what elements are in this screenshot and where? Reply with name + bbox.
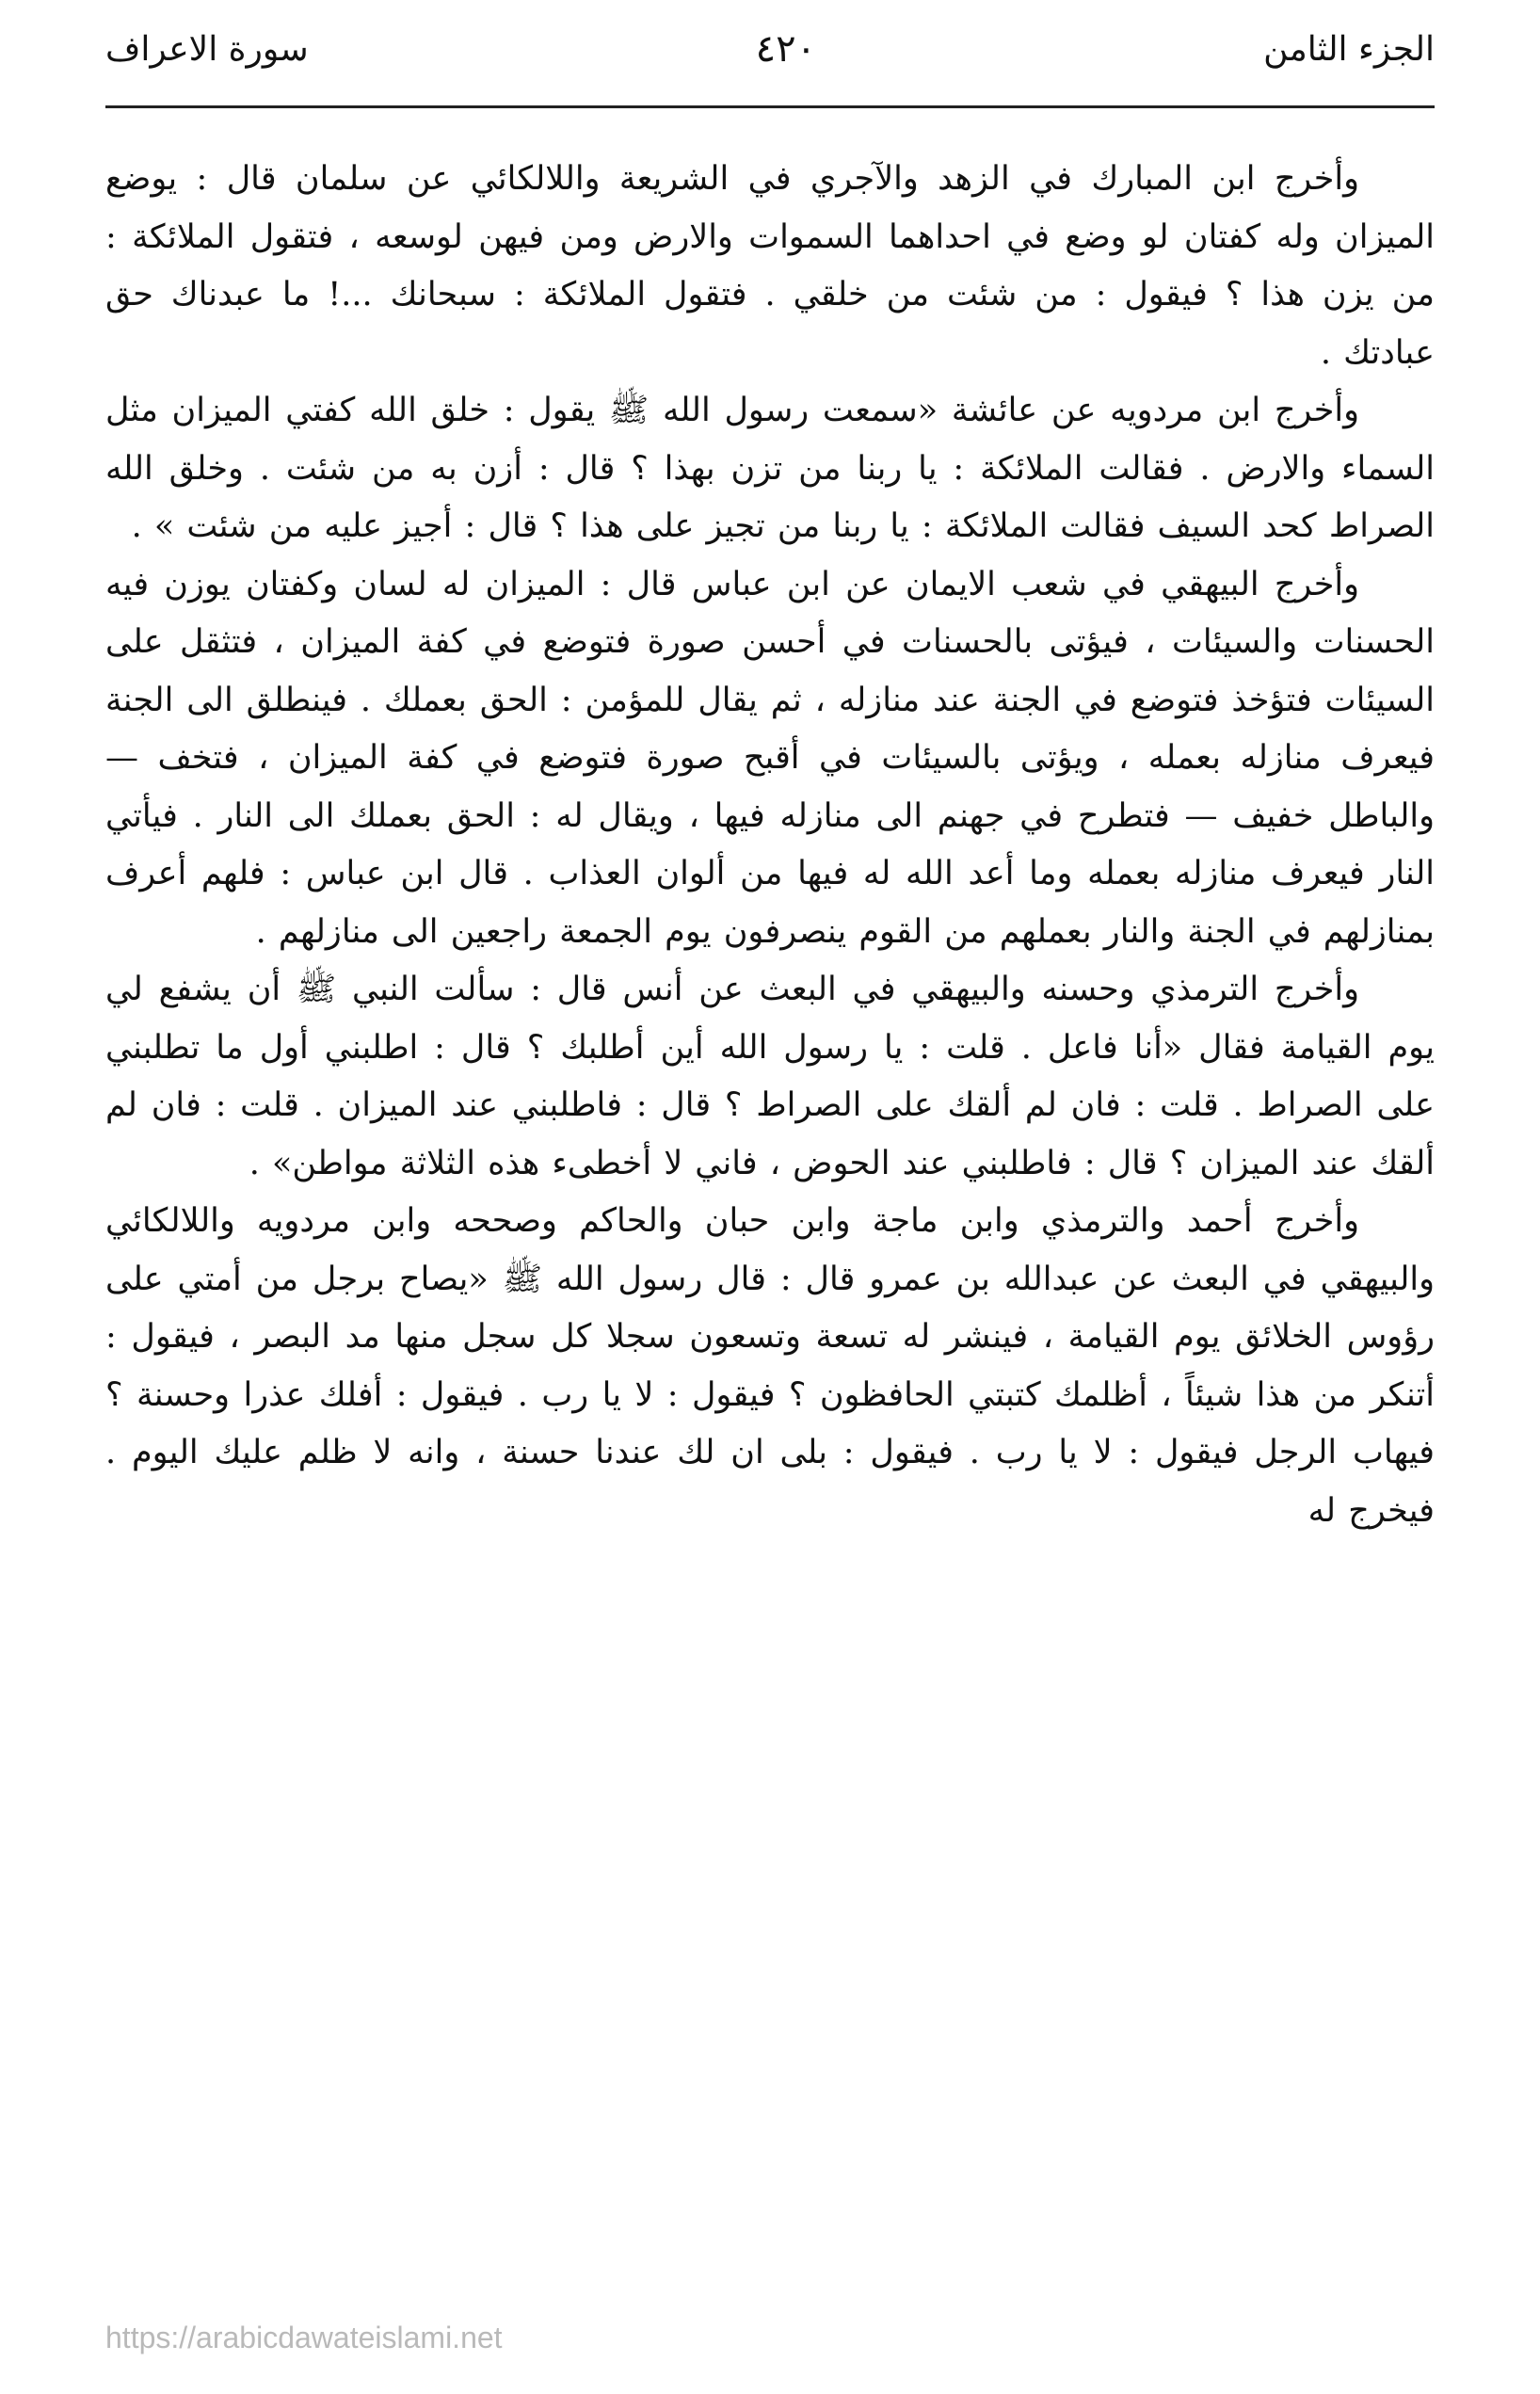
- page-number: ٤٢٠: [755, 27, 817, 71]
- paragraph-5: وأخرج أحمد والترمذي وابن ماجة وابن حبان والحاكم وصححه وابن مردويه واللالكائي والبيهقي في البعث عن عبدالله بن عمرو قال : قال رسول الله ﷺ «يصاح برجل من أمتي على رؤوس الخلائق يوم القيامة ، فينشر له تسعة وتسعون سجلا كل سجل منها مد البصر ، فيقول : أتنكر من هذا شيئاً ، أظلمك كتبتي الحافظون ؟ فيقول : لا يا رب . فيقول : أفلك عذرا وحسنة ؟ فيهاب الرجل فيقول : لا يا رب . فيقول : بلى ان لك عندنا حسنة ، وانه لا ظلم عليك اليوم . فيخرج له: [105, 1202, 1435, 1530]
- watermark-url: https://arabicdawateislami.net: [105, 2321, 503, 2354]
- paragraph-2: وأخرج ابن مردويه عن عائشة «سمعت رسول الله ﷺ يقول : خلق الله كفتي الميزان مثل السماء والارض . فقالت الملائكة : يا ربنا من تزن بهذا ؟ قال : أزن به من شئت . وخلق الله الصراط كحد السيف فقالت الملائكة : يا ربنا من تجيز على هذا ؟ قال : أجيز عليه من شئت » .: [105, 392, 1435, 545]
- running-head-part: الجزء الثامن: [1263, 29, 1435, 69]
- paragraph-1: وأخرج ابن المبارك في الزهد والآجري في الشريعة واللالكائي عن سلمان قال : يوضع الميزان وله كفتان لو وضع في احداهما السموات والارض ومن فيهن لوسعه ، فتقول الملائكة : من يزن هذا ؟ فيقول : من شئت من خلقي . فتقول الملائكة : سبحانك ...! ما عبدناك حق عبادتك .: [105, 160, 1435, 372]
- page-header: [105, 21, 1435, 77]
- header-divider: [105, 105, 1435, 108]
- paragraph-3: وأخرج البيهقي في شعب الايمان عن ابن عباس قال : الميزان له لسان وكفتان يوزن فيه الحسنات والسيئات ، فيؤتى بالحسنات في أحسن صورة فتوضع في كفة الميزان ، فتثقل على السيئات فتؤخذ فتوضع في الجنة عند منازله ، ثم يقال للمؤمن : الحق بعملك . فينطلق الى الجنة فيعرف منازله بعمله ، ويؤتى بالسيئات في أقبح صورة فتوضع في كفة الميزان ، فتخف — والباطل خفيف — فتطرح في جهنم الى منازله فيها ، ويقال له : الحق بعملك الى النار . فيأتي النار فيعرف منازله بعمله وما أعد الله له فيها من ألوان العذاب . قال ابن عباس : فلهم أعرف بمنازلهم في الجنة والنار بعملهم من القوم ينصرفون يوم الجمعة راجعين الى منازلهم .: [105, 565, 1435, 951]
- running-head-surah: سورة الاعراف: [105, 29, 309, 69]
- paragraph-4: وأخرج الترمذي وحسنه والبيهقي في البعث عن أنس قال : سألت النبي ﷺ أن يشفع لي يوم القيامة فقال «أنا فاعل . قلت : يا رسول الله أين أطلبك ؟ قال : اطلبني أول ما تطلبني على الصراط . قلت : فان لم ألقك على الصراط ؟ قال : فاطلبني عند الميزان . قلت : فان لم ألقك عند الميزان ؟ قال : فاطلبني عند الحوض ، فاني لا أخطىء هذه الثلاثة مواطن» .: [105, 971, 1435, 1182]
- page-body: [105, 151, 1435, 1540]
